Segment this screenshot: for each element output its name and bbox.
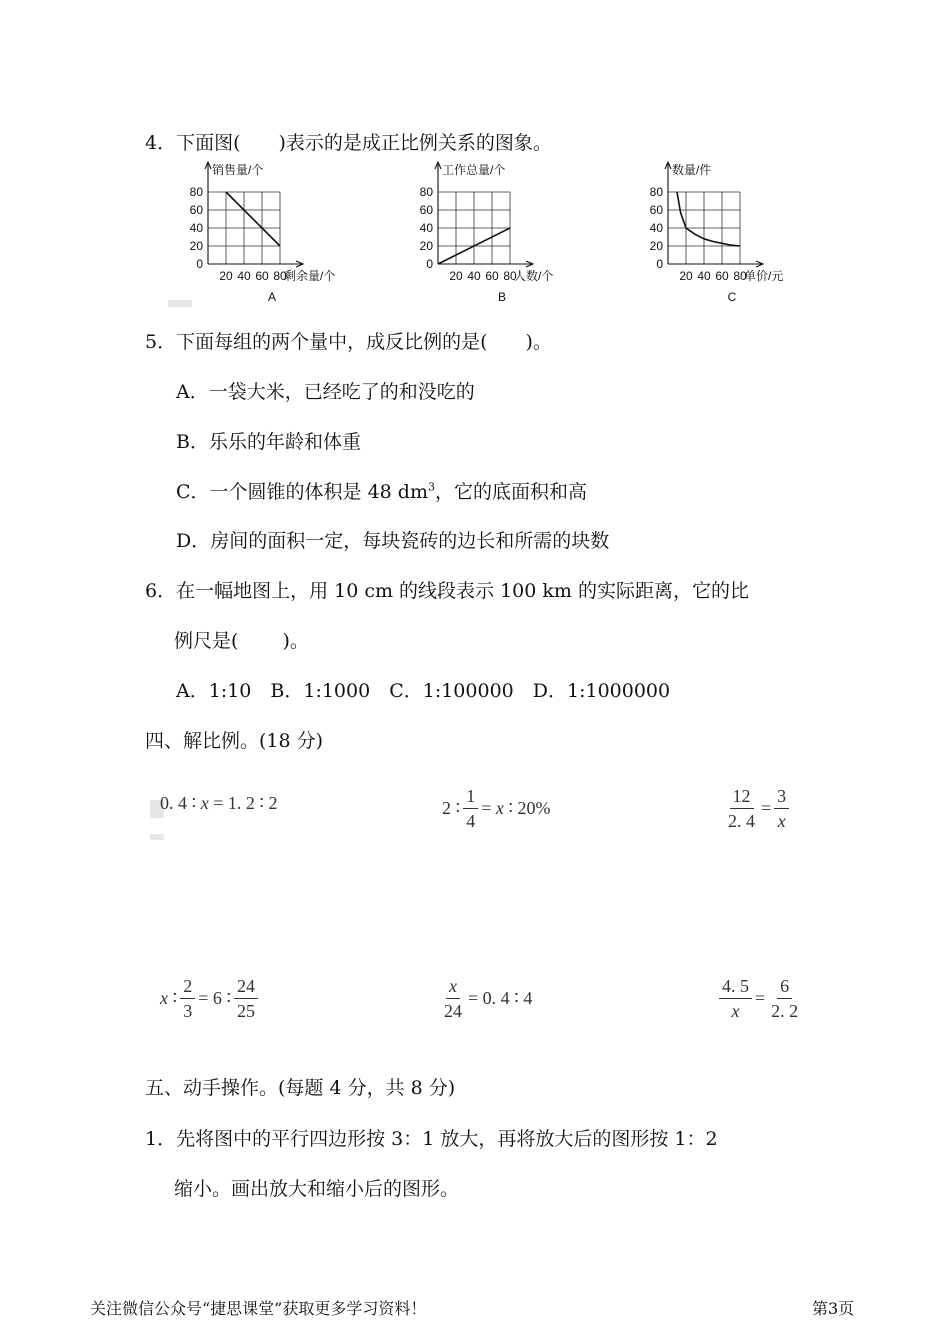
equation-1: [160, 793, 278, 814]
scan-smudge: [168, 300, 192, 307]
y-tick-label: 20: [649, 239, 663, 253]
q5-option-c-sup: 3: [427, 480, 435, 494]
question-6-line2: 例尺是( )。: [174, 630, 309, 652]
eq6-denominator-right: 2. 2: [771, 1001, 799, 1021]
x-tick-label: 40: [697, 269, 711, 283]
y-tick-label: 60: [649, 203, 663, 217]
y-tick-label: 40: [419, 221, 433, 235]
equation-2: [442, 787, 551, 830]
eq6-numerator-right: 6: [777, 977, 792, 999]
x-tick-label: 80: [733, 269, 747, 283]
x-axis-label: 剩余量/个: [284, 269, 336, 283]
chart-c: [636, 158, 826, 312]
eq4-part-b: = 6 ∶: [198, 988, 232, 1008]
y-tick-label: 80: [189, 185, 203, 199]
eq2-var: x: [495, 798, 504, 818]
x-axis-label: 单价/元: [744, 269, 784, 283]
x-tick-label: 20: [679, 269, 693, 283]
section-4-title: 四、解比例。(18 分): [145, 730, 324, 752]
y-tick-label: 80: [649, 185, 663, 199]
y-axis-label: 数量/件: [672, 163, 712, 177]
eq3-numerator-left: 12: [730, 787, 754, 809]
q5-option-c-text-end: ，它的底面积和高: [434, 481, 587, 503]
x-tick-label: 60: [255, 269, 269, 283]
q6-options: A．1:10 B．1:1000 C．1:100000 D．1:1000000: [176, 680, 671, 702]
x-tick-label: 40: [237, 269, 251, 283]
chart-a: [176, 158, 366, 312]
eq3-fraction-left: [725, 787, 758, 830]
equation-6: [716, 977, 804, 1020]
eq4-denominator-right: 25: [237, 1001, 256, 1021]
eq2-fraction: [463, 787, 478, 830]
eq5-part-b: = 0. 4 ∶ 4: [468, 988, 533, 1008]
section-5-title: 五、动手操作。(每题 4 分，共 8 分): [145, 1077, 456, 1099]
eq2-numerator: 1: [463, 787, 478, 809]
eq2-denominator: 4: [466, 811, 476, 831]
q5-option-a: A．一袋大米，已经吃了的和没吃的: [176, 381, 475, 403]
eq5-fraction: [441, 977, 465, 1020]
x-tick-label: 20: [219, 269, 233, 283]
eq1-var: x: [200, 793, 209, 813]
eq4-var: x: [160, 988, 168, 1008]
scan-smudge: [150, 834, 164, 840]
eq4-numerator-right: 24: [234, 977, 258, 999]
eq3-denominator-right: x: [777, 811, 786, 831]
eq4-denominator-left: 3: [183, 1001, 193, 1021]
q5-option-d: D．房间的面积一定，每块瓷砖的边长和所需的块数: [176, 530, 610, 552]
eq6-denominator-left: x: [731, 1001, 740, 1021]
eq1-part-a: 0. 4 ∶: [160, 793, 197, 813]
q5-option-c-text: C．一个圆锥的体积是 48 dm: [176, 481, 428, 503]
y-tick-label: 0: [426, 257, 433, 271]
eq1-part-b: = 1. 2 ∶ 2: [213, 793, 278, 813]
x-tick-label: 80: [273, 269, 287, 283]
question-6-line1: 6．在一幅地图上，用 10 cm 的线段表示 100 km 的实际距离，它的比: [145, 580, 749, 602]
y-tick-label: 40: [649, 221, 663, 235]
x-tick-label: 60: [715, 269, 729, 283]
chart-caption: A: [267, 290, 277, 304]
eq5-denominator: 24: [444, 1001, 462, 1021]
y-tick-label: 20: [419, 239, 433, 253]
equation-5: [438, 977, 532, 1020]
y-tick-label: 60: [189, 203, 203, 217]
x-tick-label: 40: [467, 269, 481, 283]
y-tick-label: 20: [189, 239, 203, 253]
eq3-equals: =: [761, 798, 772, 818]
chart-a-svg: [176, 158, 366, 308]
eq5-numerator: x: [446, 977, 460, 999]
q5-option-c: [176, 477, 587, 504]
eq3-fraction-right: [774, 787, 789, 830]
eq2-part-c: ∶ 20%: [508, 798, 551, 818]
eq6-numerator-left: 4. 5: [719, 977, 752, 999]
x-tick-label: 80: [503, 269, 517, 283]
footer-note: 关注微信公众号“捷思课堂”获取更多学习资料！: [90, 1299, 427, 1318]
y-tick-label: 80: [419, 185, 433, 199]
eq3-numerator-right: 3: [774, 787, 789, 809]
section-5-q1-line1: 1．先将图中的平行四边形按 3：1 放大，再将放大后的图形按 1：2: [145, 1128, 718, 1150]
page-number: 第3页: [812, 1299, 855, 1318]
eq6-fraction-right: [768, 977, 801, 1020]
x-tick-label: 60: [485, 269, 499, 283]
x-axis-label: 人数/个: [514, 269, 554, 283]
chart-c-svg: [636, 158, 826, 308]
y-axis-label: 工作总量/个: [442, 163, 506, 177]
y-tick-label: 60: [419, 203, 433, 217]
eq4-numerator-left: 2: [180, 977, 195, 999]
q5-option-b: B．乐乐的年龄和体重: [176, 431, 361, 453]
eq4-colon: ∶: [172, 988, 178, 1008]
eq6-fraction-left: [719, 977, 752, 1020]
eq2-equals: =: [481, 798, 492, 818]
y-tick-label: 0: [656, 257, 663, 271]
eq6-equals: =: [755, 988, 766, 1008]
eq4-fraction-right: [234, 977, 258, 1020]
y-axis-label: 销售量/个: [212, 163, 264, 177]
series-line: [226, 192, 280, 246]
chart-b: [406, 158, 596, 312]
question-5: 5．下面每组的两个量中，成反比例的是( )。: [145, 331, 552, 353]
chart-caption: B: [497, 290, 507, 304]
x-tick-label: 20: [449, 269, 463, 283]
series-line: [677, 192, 740, 246]
eq2-part-a: 2 ∶: [442, 798, 461, 818]
chart-caption: C: [727, 290, 737, 304]
chart-b-svg: [406, 158, 596, 308]
section-5-q1-line2: 缩小。画出放大和缩小后的图形。: [174, 1178, 460, 1200]
equation-4: [160, 977, 261, 1020]
eq4-fraction-left: [180, 977, 195, 1020]
y-tick-label: 40: [189, 221, 203, 235]
eq3-denominator-left: 2. 4: [728, 811, 755, 831]
y-tick-label: 0: [196, 257, 203, 271]
equation-3: [722, 787, 792, 830]
question-4: 4．下面图( )表示的是成正比例关系的图象。: [145, 132, 552, 154]
